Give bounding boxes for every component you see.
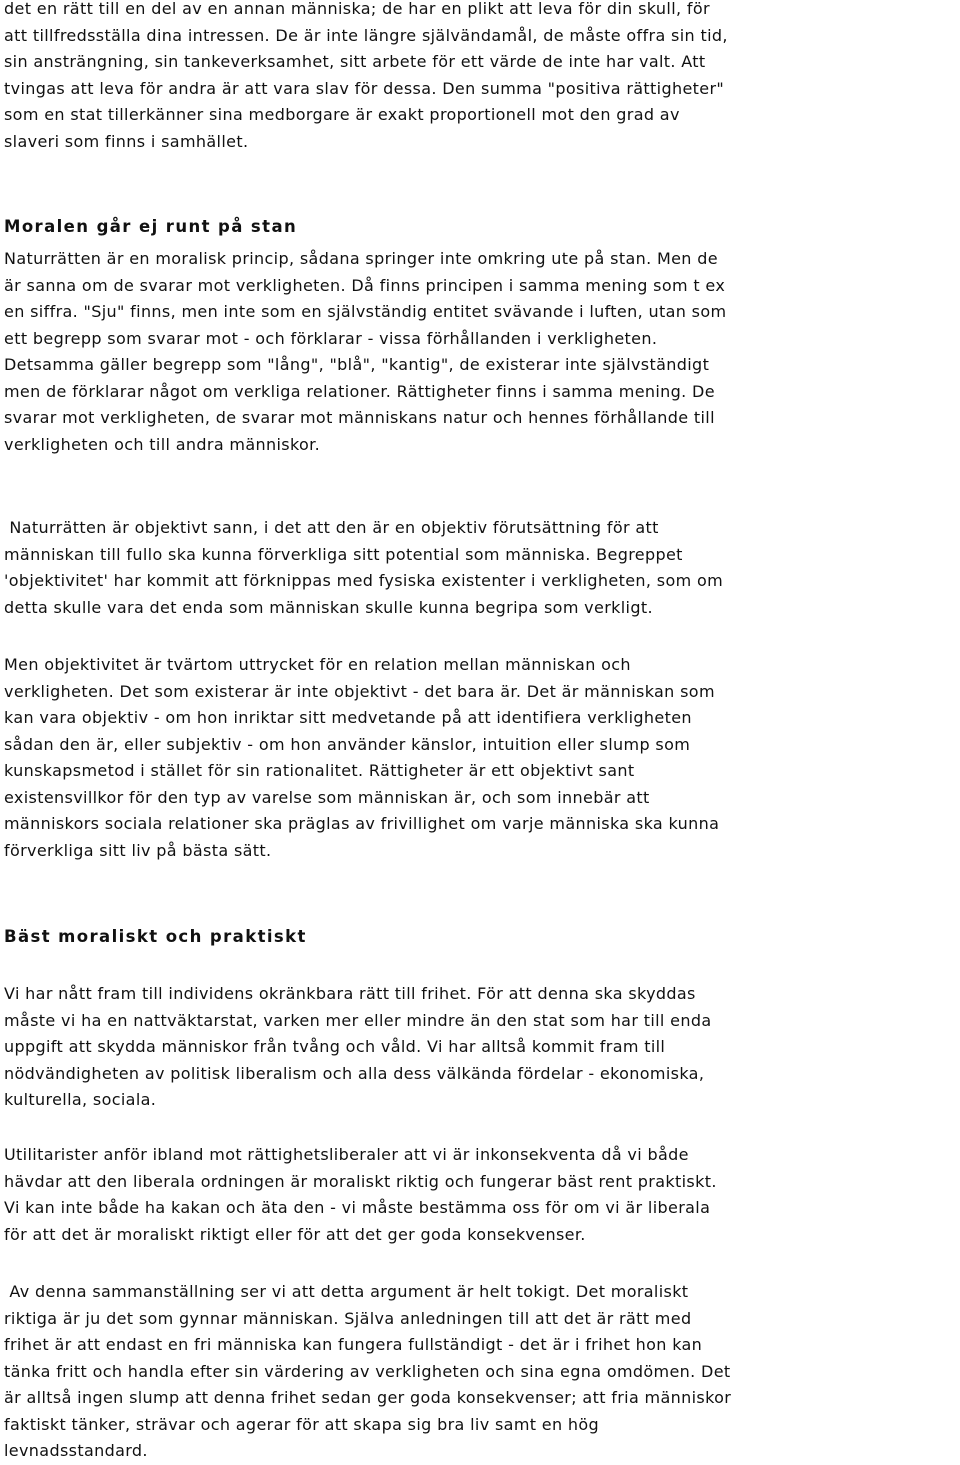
text-line: Naturrätten är en moralisk princip, sådana springer inte omkring ute på stan. Men de (4, 249, 718, 268)
text-line: existensvillkor för den typ av varelse som människan är, och som innebär att (4, 787, 650, 807)
text-line: frihet är att endast en fri människa kan fungera fullständigt - det är i frihet hon kan (4, 1335, 703, 1354)
text-line: slaveri som finns i samhället. (4, 131, 249, 151)
text-line: nödvändigheten av politisk liberalism och alla dess välkända fördelar - ekonomiska, (4, 1063, 705, 1083)
text-line: verkligheten. Det som existerar är inte objektivt - det bara är. Det är människan som (4, 681, 715, 701)
text-line: är alltså ingen slump att denna frihet sedan ger goda konsekvenser; att fria människor (4, 1388, 732, 1407)
text-line: Utilitarister anför ibland mot rättighetsliberaler att vi är inkonsekventa då vi både (4, 1145, 689, 1164)
text-line: en siffra. "Sju" finns, men inte som en självständig entitet svävande i luften, utan som (4, 302, 727, 321)
paragraph-natural-law (4, 246, 954, 458)
text-line: Vi kan inte både ha kakan och äta den - vi måste bestämma oss för om vi är liberala (4, 1198, 711, 1217)
text-line: Naturrätten är objektivt sann, i det att den är en objektiv förutsättning för att (4, 518, 659, 537)
paragraph-slavery (4, 0, 954, 155)
text-line: svarar mot verkligheten, de svarar mot människans natur och hennes förhållande till (4, 408, 715, 427)
text-line: kulturella, sociala. (4, 1090, 157, 1109)
paragraph-objectivity (4, 652, 954, 864)
text-line: Vi har nått fram till individens okränkbara rätt till frihet. För att denna ska skyddas (4, 984, 696, 1003)
paragraph-night-watchman (4, 981, 954, 1114)
text-line: uppgift att skydda människor från tvång och våld. Vi har alltså kommit fram till (4, 1037, 666, 1056)
section-heading: Bäst moraliskt och praktiskt (4, 927, 307, 946)
text-line: kan vara objektiv - om hon inriktar sitt medvetande på att identifiera verkligheten (4, 708, 692, 727)
text-line: måste vi ha en nattväktarstat, varken mer eller mindre än den stat som har till enda (4, 1010, 712, 1030)
paragraph-objective-truth (4, 515, 954, 621)
text-line: människors sociala relationer ska präglas av frivillighet om varje människa ska kunna (4, 814, 720, 833)
text-line: faktiskt tänker, strävar och agerar för att skapa sig bra liv samt en hög (4, 1414, 600, 1434)
text-line: det en rätt till en del av en annan människa; de har en plikt att leva för din skull, för (4, 0, 710, 18)
text-line: förverkliga sitt liv på bästa sätt. (4, 840, 272, 860)
text-line: hävdar att den liberala ordningen är moraliskt riktig och fungerar bäst rent praktiskt. (4, 1171, 717, 1191)
text-line: Men objektivitet är tvärtom uttrycket för en relation mellan människan och (4, 655, 631, 674)
text-line: men de förklarar något om verkliga relationer. Rättigheter finns i samma mening. De (4, 381, 715, 401)
text-line: sin ansträngning, sin tankeverksamhet, sitt arbete för ett värde de inte har valt. Att (4, 52, 706, 71)
text-line: 'objektivitet' har kommit att förknippas med fysiska existenter i verkligheten, som om (4, 571, 724, 590)
text-line: att tillfredsställa dina intressen. De är inte längre självändamål, de måste offra sin tid, (4, 25, 728, 45)
paragraph-utilitarians (4, 1142, 954, 1248)
text-line: Av denna sammanställning ser vi att detta argument är helt tokigt. Det moraliskt (4, 1282, 689, 1301)
text-line: Detsamma gäller begrepp som "lång", "blå", "kantig", de existerar inte självständigt (4, 355, 710, 374)
text-line: som en stat tillerkänner sina medborgare är exakt proportionell mot den grad av (4, 105, 680, 124)
paragraph-conclusion (4, 1279, 954, 1465)
section-heading: Moralen går ej runt på stan (4, 217, 298, 236)
text-line: människan till fullo ska kunna förverkliga sitt potential som människa. Begreppet (4, 544, 683, 564)
text-line: tvingas att leva för andra är att vara slav för dessa. Den summa "positiva rättigheter" (4, 78, 725, 98)
text-line: kunskapsmetod i stället för sin rationalitet. Rättigheter är ett objektivt sant (4, 761, 635, 780)
text-line: verkligheten och till andra människor. (4, 434, 321, 454)
text-line: sådan den är, eller subjektiv - om hon använder känslor, intuition eller slump som (4, 734, 691, 754)
text-line: för att det är moraliskt riktigt eller för att det ger goda konsekvenser. (4, 1224, 586, 1244)
text-line: ett begrepp som svarar mot - och förklarar - vissa förhållanden i verkligheten. (4, 328, 658, 348)
text-line: är sanna om de svarar mot verkligheten. Då finns principen i samma mening som t ex (4, 275, 726, 295)
text-line: riktiga är ju det som gynnar människan. Själva anledningen till att det är rätt med (4, 1308, 692, 1328)
text-line: detta skulle vara det enda som människan skulle kunna begripa som verkligt. (4, 597, 653, 617)
text-line: levnadsstandard. (4, 1441, 148, 1460)
text-line: tänka fritt och handla efter sin värdering av verkligheten och sina egna omdömen. Det (4, 1361, 731, 1381)
